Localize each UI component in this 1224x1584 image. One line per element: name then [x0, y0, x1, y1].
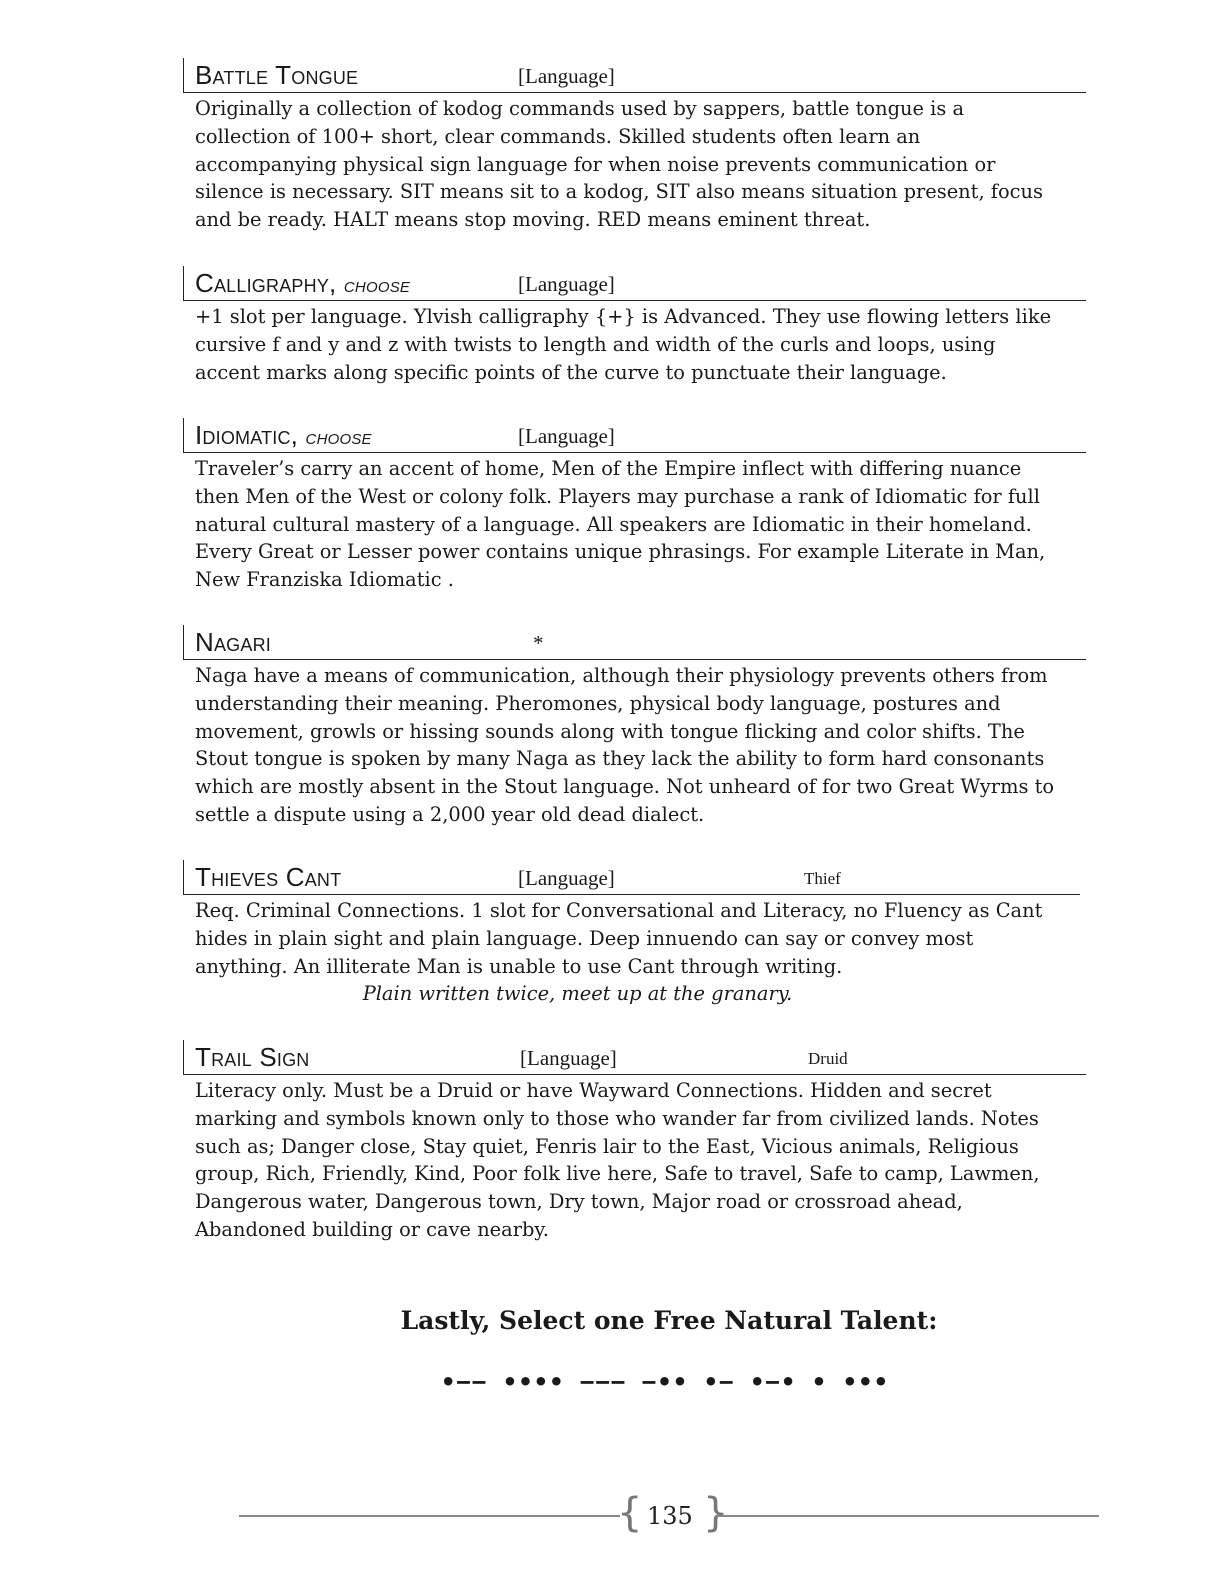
entry-trail-sign	[183, 1040, 1086, 1244]
entry-tag: [Language]	[518, 866, 615, 890]
entry-title-choose: choose	[305, 424, 372, 449]
entry-title-text: Idiomatic,	[195, 420, 299, 450]
entry-class: Druid	[808, 1049, 848, 1068]
entry-header	[183, 625, 1086, 660]
entry-title-choose: choose	[343, 272, 411, 297]
entry-title	[195, 268, 410, 299]
entry-body: Literacy only. Must be a Druid or have Wayward Connections. Hidden and secret marking and symbols known only to those who wander far from civilized lands. Notes such as; Danger close, Stay quiet, Fenris lair to the East, Vicious animals, Religious group, Rich, Friendly, Kind, Poor folk live here, Safe to travel, Safe to camp, Lawmen, Dangerous water, Dangerous town, Dry town, Major road or crossroad ahead, Abandoned building or cave nearby.	[195, 1079, 1040, 1241]
entry-header	[183, 266, 1086, 301]
entry-calligraphy	[183, 266, 1086, 386]
entry-title: Nagari	[195, 627, 271, 657]
entry-tag: [Language]	[518, 64, 615, 88]
entry-tag: [Language]	[520, 1046, 617, 1070]
entry-body: Req. Criminal Connections. 1 slot for Conversational and Literacy, no Fluency as Cant hides in plain sight and plain language. Deep innuendo can say or convey most anything. An illiterate Man is unable to use Cant through writing.	[195, 899, 1043, 978]
entry-tag: [Language]	[518, 424, 615, 448]
entry-title	[195, 420, 372, 451]
footer-brace-right: }	[703, 1490, 729, 1536]
entry-header	[183, 860, 1080, 895]
entry-body: Traveler’s carry an accent of home, Men of the Empire inflect with differing nuance then Men of the West or colony folk. Players may purchase a rank of Idiomatic for full natural cultural mastery of a language. All speakers are Idiomatic in their homeland. Every Great or Lesser power contains unique phrasings. For example Literate in Man, New Franziska Idiomatic .	[195, 457, 1046, 592]
closing-heading: Lastly, Select one Free Natural Talent:	[400, 1306, 938, 1335]
entry-class: Thief	[804, 869, 841, 888]
entry-quote: Plain written twice, meet up at the granary.	[362, 982, 793, 1006]
entry-idiomatic	[183, 418, 1086, 594]
entry-title-text: Calligraphy,	[195, 268, 337, 298]
entry-title: Battle Tongue	[195, 60, 359, 90]
entry-thieves-cant	[183, 860, 1080, 1008]
morse-code-line: •−− •••• −−− −•• •− •−• • •••	[440, 1368, 890, 1396]
entry-title: Trail Sign	[195, 1042, 310, 1072]
footer-rule-left	[239, 1515, 620, 1517]
entry-battle-tongue	[183, 58, 1086, 234]
footer-rule-right	[716, 1515, 1099, 1517]
entry-tag: [Language]	[518, 272, 615, 296]
entry-header	[183, 58, 1086, 93]
footer-brace-left: {	[617, 1490, 643, 1536]
entry-body: Originally a collection of kodog commands used by sappers, battle tongue is a collection of 100+ short, clear commands. Skilled students often learn an accompanying physical sign language for when noise prevents communication or silence is necessary. SIT means sit to a kodog, SIT also means situation present, focus and be ready. HALT means stop moving. RED means eminent threat.	[195, 97, 1043, 232]
page-number: 135	[647, 1502, 693, 1530]
entry-body: Naga have a means of communication, although their physiology prevents others from understanding their meaning. Pheromones, physical body language, postures and movement, growls or hissing sounds along with tongue flicking and color shifts. The Stout tongue is spoken by many Naga as they lack the ability to form hard consonants which are mostly absent in the Stout language. Not unheard of for two Great Wyrms to settle a dispute using a 2,000 year old dead dialect.	[195, 664, 1055, 826]
entry-title: Thieves Cant	[195, 862, 342, 892]
entry-header	[183, 1040, 1086, 1075]
entry-nagari	[183, 625, 1086, 829]
entry-header	[183, 418, 1086, 453]
entry-body: +1 slot per language. Ylvish calligraphy {+} is Advanced. They use flowing letters like cursive f and y and z with twists to length and width of the curls and loops, using accent marks along specific points of the curve to punctuate their language.	[195, 305, 1052, 384]
entry-tag: *	[533, 631, 544, 655]
